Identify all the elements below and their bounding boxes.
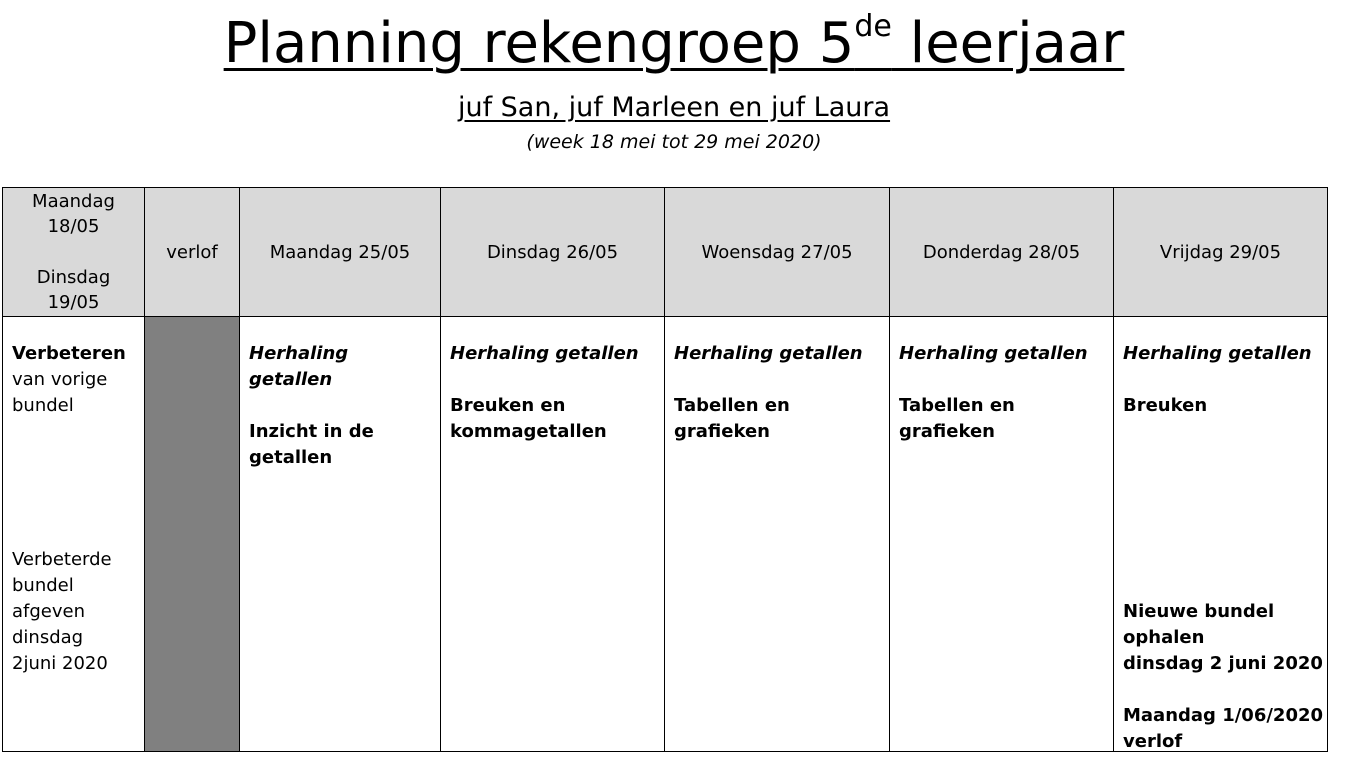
note-line: Nieuwe bundel — [1123, 601, 1275, 622]
header-woensdag: Woensdag 27/05 — [665, 188, 890, 317]
header-col1-line4: 19/05 — [47, 292, 100, 313]
title-tail: leerjaar — [891, 11, 1125, 76]
subject-line: kommagetallen — [450, 421, 607, 442]
header-verlof: verlof — [145, 188, 240, 317]
period-line: (week 18 mei tot 29 mei 2020) — [526, 131, 822, 153]
cell-dinsdag — [441, 317, 665, 752]
teachers-line: juf San, juf Marleen en juf Laura — [457, 92, 891, 123]
subject-line: Tabellen en — [674, 395, 790, 416]
page-title — [0, 8, 1348, 80]
subject-line: Breuken en — [450, 395, 566, 416]
note-line: 2juni 2020 — [12, 653, 108, 674]
cell-col1-note — [12, 547, 112, 677]
cell-woensdag — [665, 317, 890, 752]
header-maandag: Maandag 25/05 — [240, 188, 441, 317]
subject-line: Tabellen en grafieken — [899, 395, 1015, 442]
note-line: bundel — [12, 575, 74, 596]
cell-verlof-shaded — [145, 317, 240, 752]
planning-table — [2, 187, 1328, 752]
note-line: ophalen — [1123, 627, 1205, 648]
header-dinsdag: Dinsdag 26/05 — [441, 188, 665, 317]
cell-col1 — [3, 317, 145, 752]
cell-col1-line2: van vorige — [12, 369, 108, 390]
subject-line: grafieken — [674, 421, 770, 442]
cell-vrijdag-note — [1123, 599, 1323, 755]
title-superscript: de — [854, 9, 892, 44]
note-line: afgeven — [12, 601, 86, 622]
content-row — [3, 317, 1328, 752]
subtitle — [0, 90, 1348, 126]
cell-col1-bold: Verbeteren — [12, 343, 126, 364]
note-line: Maandag 1/06/2020 — [1123, 705, 1324, 726]
header-donderdag: Donderdag 28/05 — [890, 188, 1114, 317]
note-line: verlof — [1123, 731, 1183, 752]
subject-line: getallen — [249, 447, 333, 468]
topic-label: Herhaling getallen — [1123, 343, 1312, 364]
header-vrijdag: Vrijdag 29/05 — [1114, 188, 1328, 317]
header-col1-line1: Maandag — [32, 191, 115, 212]
subject-line: Inzicht in de — [249, 421, 374, 442]
note-line: dinsdag — [12, 627, 84, 648]
header-col1-line3: Dinsdag — [36, 267, 111, 288]
topic-label: Herhaling getallen — [899, 343, 1088, 364]
title-text: Planning rekengroep 5 — [223, 11, 855, 76]
subject-line: Breuken — [1123, 395, 1208, 416]
note-line: Verbeterde — [12, 549, 112, 570]
topic-label: Herhaling getallen — [249, 343, 349, 390]
cell-vrijdag — [1114, 317, 1328, 752]
cell-maandag — [240, 317, 441, 752]
topic-label: Herhaling getallen — [450, 343, 639, 364]
topic-label: Herhaling getallen — [674, 343, 863, 364]
cell-col1-line3: bundel — [12, 395, 74, 416]
note-line: dinsdag 2 juni 2020 — [1123, 653, 1323, 674]
header-col1 — [3, 188, 145, 317]
header-row — [3, 188, 1328, 317]
header-col1-line2: 18/05 — [47, 216, 100, 237]
cell-donderdag — [890, 317, 1114, 752]
